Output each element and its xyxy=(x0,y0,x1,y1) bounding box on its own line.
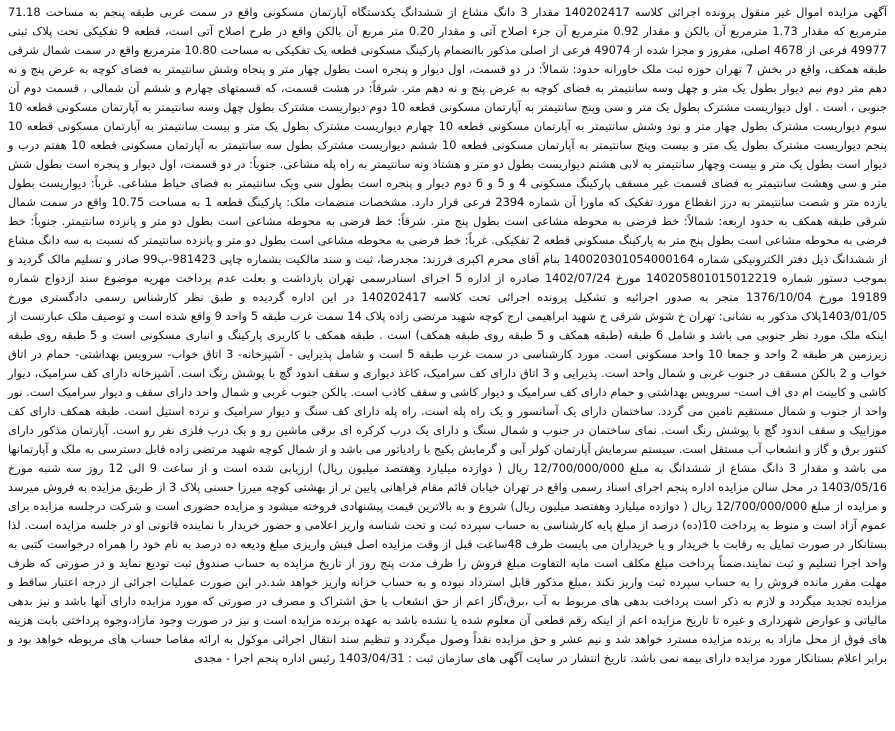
auction-notice-text: آگهی مزایده اموال غیر منقول پرونده اجرائی کلاسه 140202417 مقدار 3 دانگ مشاع از ششدانگ یکدستگاه آپارتمان مسکونی واقع در سمت غربی طبقه پنجم به مساحت 71.18 مترمربع که مقدار 1.73 مترمربع آن بالکن و مقدار 0.92 مترمربع آن جزء اصلاح آتی و مقدار 0.20 متر مربع آن بالکن واقع در طرح اصلاح آتی است، قطعه 9 تفکیکی تحت پلاک ثبتی 49977 فرعی از 4678 اصلی، مفروز و مجزا شده از 49074 فرعی از اصلی مذکور باانضمام پارکینگ مسکونی قطعه یک تفکیکی به مساحت 10.80 مترمربع واقع در سمت شمال شرقی طبقه همکف، واقع در بخش 7 تهران حوزه ثبت ملک خاورانه حدود: شمالاً: در دو قسمت، اول دیوار و پنجره است بطول چهار متر و پنجاه وشش سانتیمتر به فضای کوچه به عرض پنج و نه دهم متر دوم نیم دیوار بطول یک متر و چهل وسه سانتیمتر به فضای کوچه به عرض پنج و نه دهم متر. شرقاً: در هشت قسمت، که قسمتهای چهارم و ششم آن شمالی ، قسمت دوم آن جنوبی ، است . اول دیواریست مشترک بطول یک متر و سی وپنج سانتیمتر به آپارتمان مسکونی قطعه 10 دوم دیواریست مشترک بطول چهل وسه سانتیمتر به آپارتمان مسکونی قطعه 10 سوم دیواریست مشترک بطول چهار متر و نود وشش سانتیمتر به آپارتمان مسکونی قطعه 10 چهارم دیواریست مشترک بطول یک متر و بیست سانتیمتر به آپارتمان مسکونی قطعه 10 پنجم دیواریست مشترک بطول یک متر و بیست وپنج سانتیمتر به آپارتمان مسکونی قطعه 10 ششم دیواریست مشترک بطول سه سانتیمتر به آپارتمان مسکونی قطعه 10 هفتم درب و دیوار است بطول یک متر و بیست وچهار سانتیمتر به لابی هشتم دیواریست بطول دو متر و هشتاد ونه سانتیمتر به راه پله مشاعی. جنوباً: در دو قسمت، اول دیوار و پنجره است بطول شش متر و سی وهشت سانتیمتر به فضای قسمت غیر مسقف پارکینگ مسکونی 4 و 5 و 6 دوم دیوار و پنجره است بطول سی ویک سانتیمتر به فضای حیاط مشاعی. غرباً: دیواریست بطول یازده متر و شصت سانتیمتر به درز انقطاع مورد تفکیک که ماورا آن شماره 2394 فرعی قرار دارد. مشخصات منضمات ملک: پارکینگ قطعه 1 به مساحت 10.75 واقع در سمت شمال شرقی طبقه همکف به حدود اربعه: شمالاً: خط فرضی به محوطه مشاعی است بطول پنج متر. شرقاً: خط فرضی به محوطه مشاعی است بطول دو متر و پانزده سانتیمتر. جنوباً: خط فرضی به محوطه مشاعی است بطول پنج متر به پارکینگ مسکونی قطعه 2 تفکیکی. غرباً: خط فرضی به محوطه مشاعی است بطول دو متر و پانزده سانتیمتر که نسبت به سه دانگ مشاع از ششدانگ ذیل دفتر الکترونیکی شماره 140020301054000164 بنام آقای محرم اکبری فرزند: مجدرضا، ثبت و سند مالکیت بشماره چاپی 981423-ب99 صادر و تسلیم مالک گردید و بموجب دستور شماره 140205801015012219 مورخ 1402/07/24 صادره از اداره 5 اجرای اسنادرسمی تهران بازداشت و بعلت عدم پرداخت مهریه موضوع سند ازدواج شماره 19189 مورخ 1376/10/04 منجر به صدور اجرائیه و تشکیل پرونده اجرائی تحت کلاسه 140202417 در این اداره گردیده و طبق نظر کارشناس رسمی دادگستری مورخ 1403/01/05پلاک مذکور به نشانی: تهران خ شوش شرقی خ شهید ابراهیمی ارج کوچه شهید مرتضی زاده پلاک 14 سمت غرب طبقه 5 واحد 9 واقع شده است و توصیف ملک عبارتست از اینکه ملک مورد نظر جنوبی می باشد و شامل 6 طبقه (طبقه همکف و 5 طبقه روی طبقه همکف) است . طبقه همکف با کاربری پارکینگ و انباری مسکونی است و 5 طبقه روی طبقه زیرزمین هر طبقه 2 واحد و جمعا 10 واحد مسکونی است. مورد کارشناسی در سمت غرب طبقه 5 است و شامل پذیرایی - آشپزخانه- 3 اتاق خواب- سرویس بهداشتی- حمام در اتاق خواب و 2 بالکن مسقف در جنوب غربی و شمال واحد است. پذیرایی و 3 اتاق دارای کف سرامیک، کاغذ دیواری و سقف اندود گچ با پوشش رنگ است. آشپزخانه دارای کف سرامیک، دیوار کاشی و کابینت ام دی اف است- سرویس بهداشتی و حمام دارای کف سرامیک و دیوار کاشی و سقف کاذب است. بالکن جنوب غربی و شمال واحد دارای سقف و دیوار سرامیک است. نور واحد از جنوب و شمال مستقیم تامین می گردد. ساختمان دارای یک آسانسور و یک راه پله است. راه پله دارای کف سنگ و دیوار سرامیک و نرده استیل است. طبقه همکف دارای کف موزاییک و سقف اندود گچ با پوشش رنگ است. نمای ساختمان در جنوب و شمال سنگ و دارای یک درب کرکره ای برقی ماشین رو و یک درب فلزی نفر رو است. آپارتمان مذکور دارای کنتور برق و گاز و انشعاب آب مستقل است. سیستم سرمایش آپارتمان کولر آبی و گرمایش پکیج با رادیاتور می باشد و از شمال کوچه شهید مرتضی زاده قابل دسترسی به ملک و آپارتمانها می باشد و مقدار 3 دانگ مشاع از ششدانگ به مبلغ 12/700/000/000 ریال ( دوازده میلیارد وهفتصد میلیون ریال) ارزیابی شده است و از ساعت 9 الی 12 روز سه شنبه مورخ 1403/05/16 در محل سالن مزایده اداره پنجم اجرای اسناد رسمی واقع در تهران خیابان قائم مقام فراهانی پایین تر از بهشتی کوچه میرزا حسنی پلاک 3 از طریق مزایده به فروش میرسد و مزایده از مبلغ 12/700/000/000 ریال ( دوازده میلیارد وهفتصد میلیون ریال) شروع و به بالاترین قیمت پیشنهادی فروخته میشود و مزایده حضوری است و شرکت درجلسه مزایده برای عموم آزاد است و منوط به پرداخت 10(ده) درصد از مبلغ پایه کارشناسی به حساب سپرده ثبت و تحت شناسه واریز اعلامی و حضور خریدار با نماینده قانونی او در جلسه مزایده است. لذا بستانکار در صورت تمایل به رقابت با خریدار و یا خریداران می بایست ظرف 48ساعت قبل از وقت مزایده اصل فیش واریزی مبلغ ودیعه ده درصد به نام خود را همراه درخواست کتبی به واحد اجرا تسلیم و ثبت نمایند.ضمناً پرداخت مبلغ مکلف است مابه التفاوت مبلغ فروش را ظرف مدت پنج روز از تاریخ مزایده به حساب صندوق ثبت تودیع نماید و در صورتی که ظرف مهلت مقرر مانده فروش را به حساب سپرده ثبت واریز نکند ،مبلغ مذکور قابل استرداد نبوده و به حساب خزانه واریز خواهد شد.در این صورت عملیات اجرائی از درجه اعتبار ساقط و مزایده تجدید میگردد و لازم به ذکر است پرداخت بدهی های مربوط به آب ،برق،گاز اعم از حق انشعاب یا حق اشتراک و مصرف در صورتی که مورد مزایده دارای آنها باشد و نیز بدهی مالیاتی و عوارض شهرداری و غیره تا تاریخ مزایده اعم از اینکه رقم قطعی آن معلوم شده یا نشده باشد به عهده برنده مزایده است و نیز در صورت وجود مازاد،وجوه پرداختی بابت هزینه های فوق از محل مازاد به برنده مزایده مسترد خواهد شد و نیم عشر و حق مزایده نقداً وصول میگردد و تنظیم سند انتقال اجرائی موکول به ارائه مفاصا حساب های مربوطه خواهد بود و برابر اعلام بستانکار مورد مزایده دارای بیمه نمی باشد. تاریخ انتشار در سایت آگهی های سازمان ثبت : 1403/04/31 رئیس اداره پنجم اجرا - مجدی xyxy=(8,5,888,665)
